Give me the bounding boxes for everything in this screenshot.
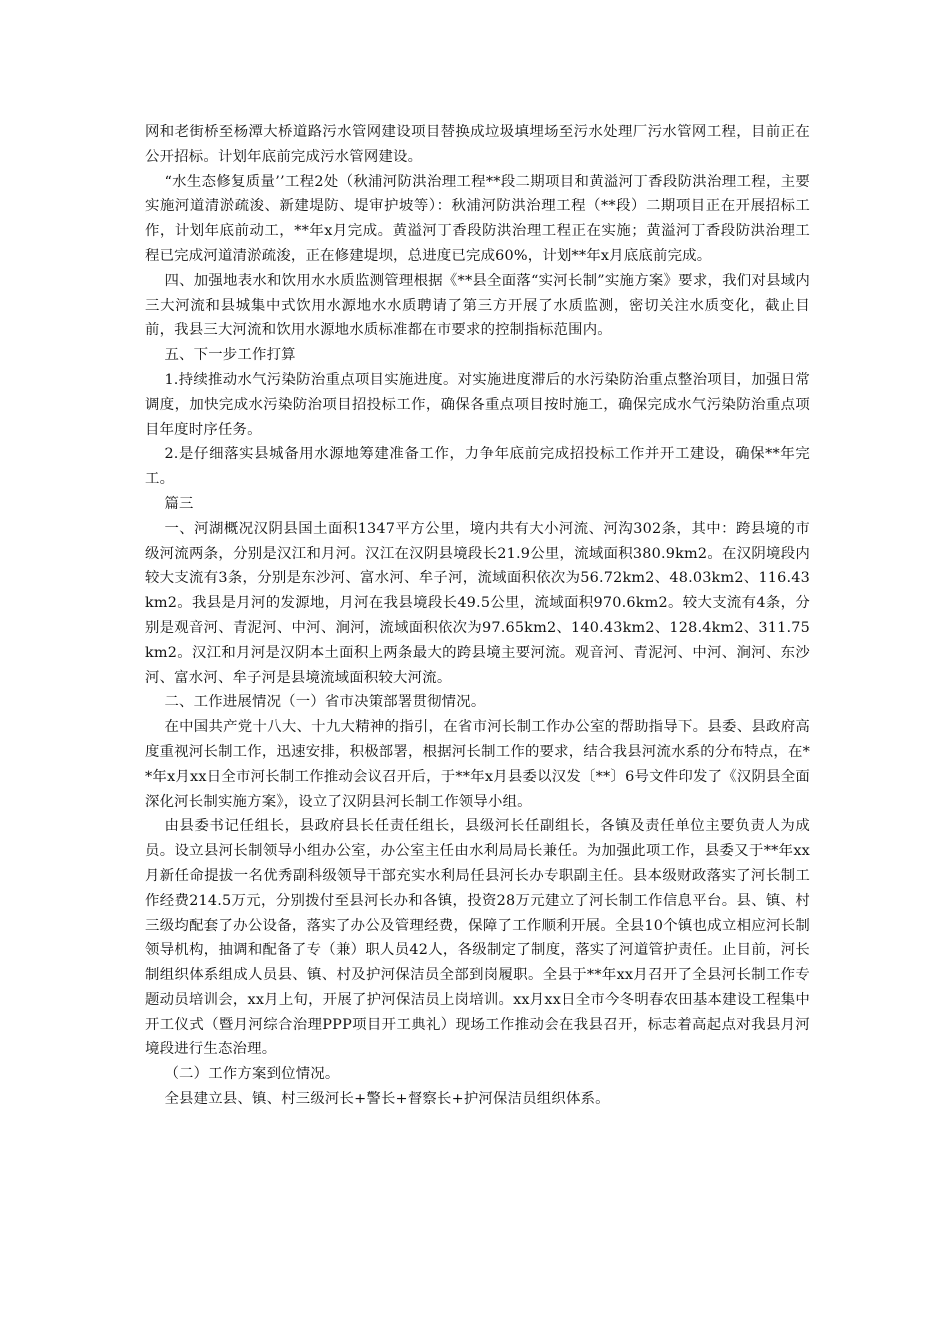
- section-title-part-three: 篇三: [164, 495, 194, 512]
- paragraph-sewer-network: 网和老街桥至杨潭大桥道路污水管网建设项目替换成垃圾填埋场至污水处理厂污水管网工程，目前正在公开招标。计划年底前完成污水管网建设。: [145, 124, 810, 165]
- heading-work-progress: 二、工作进展情况（一）省市决策部署贯彻情况。: [164, 694, 486, 711]
- paragraph-river-overview: 一、河湖概况汉阴县国土面积1347平方公里，境内共有大小河流、河沟302条，其中：跨县境的市级河流两条，分别是汉江和月河。汉江在汉阴县境段长21.9公里，流域面积380.9km2。在汉阴境段内较大支流有3条，分别是东沙河、富水河、牟子河，流域面积依次为56.72km2、48.03km2、116.43km2。我县是月河的发源地，月河在我县境段长49.5公里，流域面积970.6km2。较大支流有4条，分别是观音河、青泥河、中河、涧河，流域面积依次为97.65km2、140.43km2、128.4km2、311.75km2。汉江和月河是汉阴本土面积上两条最大的跨县境主要河流。观音河、青泥河、中河、涧河、东沙河、富水河、牟子河是县境流域面积较大河流。: [145, 520, 810, 686]
- paragraph-water-quality-monitoring: 四、加强地表水和饮用水水质监测管理根据《**县全面落“实河长制”实施方案》要求，我们对县域内三大河流和县城集中式饮用水源地水水质聘请了第三方开展了水质监测，密切关注水质变化，截止目前，我县三大河流和饮用水源地水质标准都在市要求的控制指标范围内。: [145, 272, 810, 339]
- paragraph-organization: 由县委书记任组长，县政府县长任责任组长，县级河长任副组长，各镇及责任单位主要负责人为成员。设立县河长制领导小组办公室，办公室主任由水利局局长兼任。为加强此项工作，县委又于**年xx月新任命提拔一名优秀副科级领导干部充实水利局任县河长办专职副主任。县本级财政落实了河长制工作经费214.5万元，分别拨付至县河长办和各镇，投资28万元建立了河长制工作信息平台。县、镇、村三级均配套了办公设备，落实了办公及管理经费，保障了工作顺利开展。全县10个镇也成立相应河长制领导机构，抽调和配备了专（兼）职人员42人，各级制定了制度，落实了河道管护责任。止目前，河长制组织体系组成人员县、镇、村及护河保洁员全部到岗履职。全县于**年xx月召开了全县河长制工作专题动员培训会，xx月上旬，开展了护河保洁员上岗培训。xx月xx日全市今冬明春农田基本建设工程集中开工仪式（暨月河综合治理PPP项目开工典礼）现场工作推动会在我县召开，标志着高起点对我县月河境段进行生态治理。: [145, 818, 810, 1058]
- paragraph-system: 全县建立县、镇、村三级河长+警长+督察长+护河保洁员组织体系。: [164, 1091, 610, 1108]
- paragraph-implementation: 在中国共产党十八大、十九大精神的指引，在省市河长制工作办公室的帮助指导下。县委、县政府高度重视河长制工作，迅速安排，积极部署，根据河长制工作的要求，结合我县河流水系的分布特点，在**年x月xx日全市河长制工作推动会议召开后，于**年x月县委以汉发〔**〕6号文件印发了《汉阴县全面深化河长制实施方案》，设立了汉阴县河长制工作领导小组。: [145, 719, 810, 810]
- list-item-1: 1.持续推动水气污染防治重点项目实施进度。对实施进度滞后的水污染防治重点整治项目，加强日常调度，加快完成水污染防治项目招投标工作，确保各重点项目按时施工，确保完成水气污染防治重点项目年度时序任务。: [145, 371, 810, 438]
- paragraph-water-ecology-project: “水生态修复质量’’工程2处（秋浦河防洪治理工程**段二期项目和黄溢河丁香段防洪治理工程，主要实施河道清淤疏浚、新建堤防、堤审护坡等）：秋浦河防洪治理工程（**段）二期项目正在开展招标工作，计划年底前动工，**年x月完成。黄溢河丁香段防洪治理工程正在实施；黄溢河丁香段防洪治理工程已完成河道清淤疏浚，正在修建堤坝，总进度已完成60%，计划**年x月底底前完成。: [145, 173, 810, 264]
- list-item-2: 2.是仔细落实县城备用水源地筹建准备工作，力争年底前完成招投标工作并开工建设，确保**年完工。: [145, 446, 810, 488]
- heading-work-plan: （二）工作方案到位情况。: [164, 1066, 340, 1083]
- heading-next-steps: 五、下一步工作打算: [164, 347, 296, 364]
- document-body: [145, 120, 810, 1112]
